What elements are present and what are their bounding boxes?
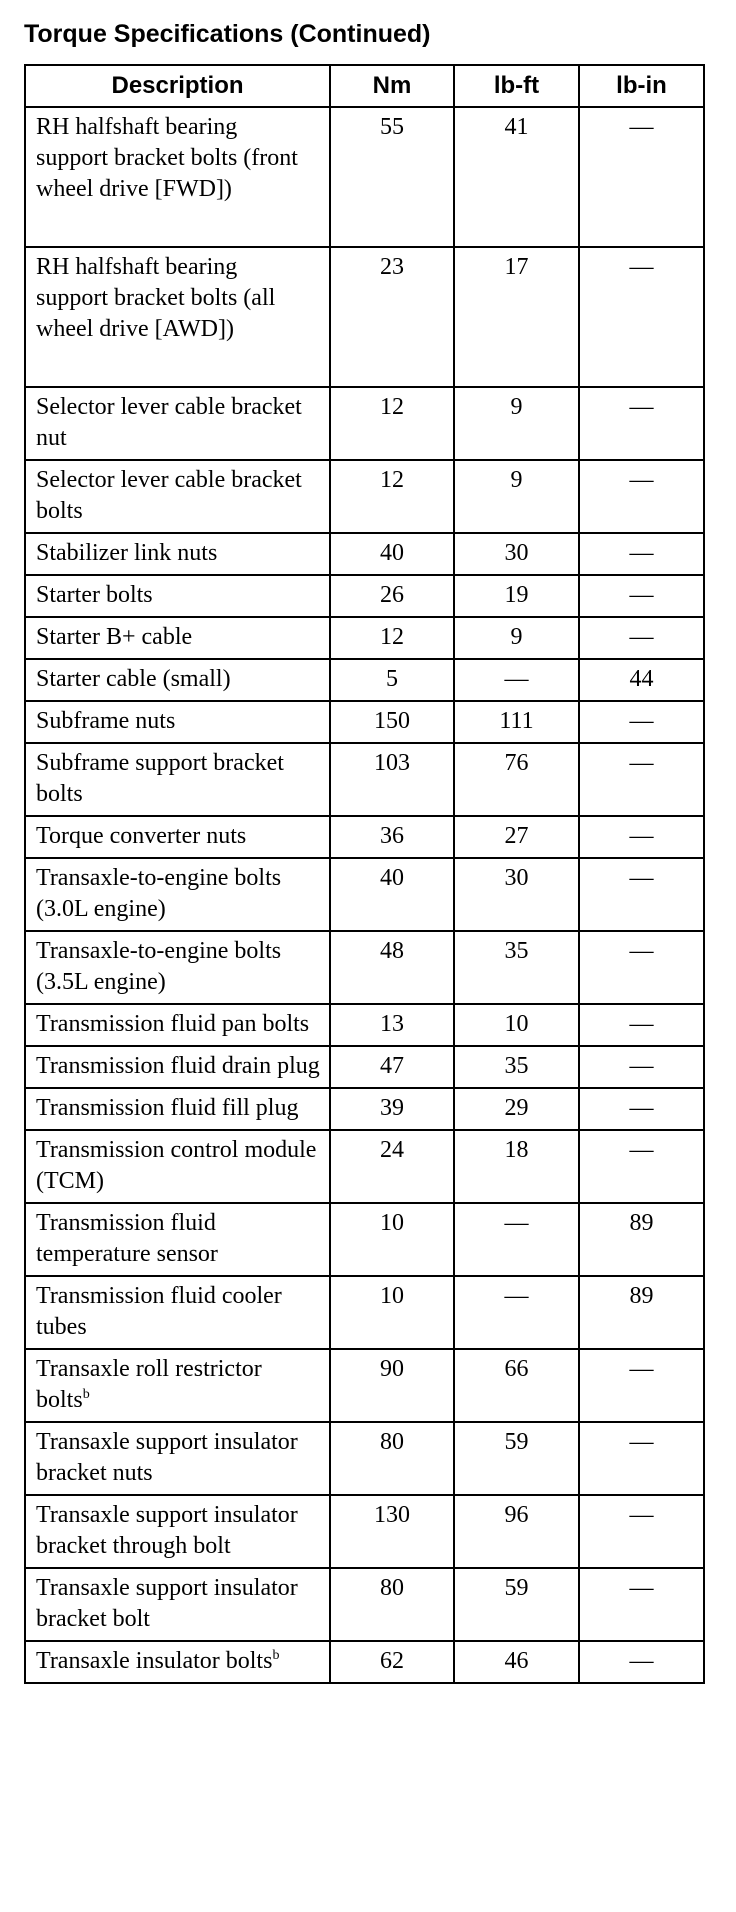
table-row — [25, 931, 704, 1004]
cell-lb-ft: — — [454, 1276, 579, 1349]
cell-lb-ft: 111 — [454, 701, 579, 743]
cell-description — [25, 1088, 330, 1130]
cell-lb-ft: 30 — [454, 858, 579, 931]
cell-lb-in: — — [579, 533, 704, 575]
cell-lb-ft: — — [454, 659, 579, 701]
cell-nm: 23 — [330, 247, 454, 387]
cell-lb-in: — — [579, 1088, 704, 1130]
cell-lb-in: — — [579, 387, 704, 460]
cell-lb-ft: 10 — [454, 1004, 579, 1046]
cell-lb-ft: 59 — [454, 1422, 579, 1495]
table-header-row — [25, 65, 704, 107]
cell-lb-in: — — [579, 617, 704, 659]
table-row — [25, 107, 704, 247]
description-text: Transaxle support insulator bracket nuts — [36, 1429, 298, 1486]
cell-nm: 103 — [330, 743, 454, 816]
cell-description — [25, 659, 330, 701]
cell-lb-in: — — [579, 1130, 704, 1203]
table-row — [25, 701, 704, 743]
cell-lb-in: — — [579, 1349, 704, 1422]
cell-lb-ft: 30 — [454, 533, 579, 575]
description-text: Transaxle-to-engine bolts (3.5L engine) — [36, 938, 282, 995]
description-text: Transaxle support insulator bracket through bolt — [36, 1502, 298, 1559]
page-title: Torque Specifications (Continued) — [24, 20, 431, 48]
cell-description — [25, 1568, 330, 1641]
cell-description — [25, 1276, 330, 1349]
table-row — [25, 858, 704, 931]
table-row — [25, 1130, 704, 1203]
cell-nm: 24 — [330, 1130, 454, 1203]
table-row — [25, 1276, 704, 1349]
cell-nm: 47 — [330, 1046, 454, 1088]
cell-nm: 48 — [330, 931, 454, 1004]
cell-lb-in: — — [579, 575, 704, 617]
cell-lb-ft: 29 — [454, 1088, 579, 1130]
table-row — [25, 1349, 704, 1422]
cell-description — [25, 743, 330, 816]
header-lb-in: lb-in — [579, 65, 704, 107]
cell-nm: 39 — [330, 1088, 454, 1130]
cell-lb-in: — — [579, 1495, 704, 1568]
footnote-marker: b — [272, 1648, 280, 1663]
table-row — [25, 1046, 704, 1088]
cell-lb-in: — — [579, 107, 704, 247]
cell-description — [25, 931, 330, 1004]
cell-lb-in: — — [579, 858, 704, 931]
cell-nm: 40 — [330, 858, 454, 931]
cell-nm: 36 — [330, 816, 454, 858]
cell-lb-in: — — [579, 460, 704, 533]
footnote-marker: b — [82, 1387, 90, 1402]
description-text: Starter bolts — [36, 582, 153, 608]
cell-nm: 5 — [330, 659, 454, 701]
cell-nm: 12 — [330, 387, 454, 460]
cell-description — [25, 816, 330, 858]
description-text: Transmission control module (TCM) — [36, 1137, 317, 1194]
cell-lb-ft: 27 — [454, 816, 579, 858]
table-row — [25, 1004, 704, 1046]
cell-nm: 80 — [330, 1568, 454, 1641]
cell-nm: 12 — [330, 460, 454, 533]
table-row — [25, 1203, 704, 1276]
cell-lb-ft: 41 — [454, 107, 579, 247]
description-text: Transaxle insulator bolts — [36, 1648, 273, 1674]
cell-description — [25, 575, 330, 617]
description-text: Stabilizer link nuts — [36, 540, 218, 566]
cell-description — [25, 1495, 330, 1568]
cell-description — [25, 1641, 330, 1683]
table-row — [25, 1568, 704, 1641]
cell-description — [25, 1046, 330, 1088]
cell-lb-in: — — [579, 1046, 704, 1088]
cell-nm: 150 — [330, 701, 454, 743]
cell-description — [25, 1422, 330, 1495]
cell-description — [25, 107, 330, 247]
table-row — [25, 743, 704, 816]
cell-description — [25, 1203, 330, 1276]
cell-lb-ft: 18 — [454, 1130, 579, 1203]
cell-lb-ft: 96 — [454, 1495, 579, 1568]
header-nm: Nm — [330, 65, 454, 107]
table-row — [25, 533, 704, 575]
cell-lb-ft: 76 — [454, 743, 579, 816]
cell-lb-in: 44 — [579, 659, 704, 701]
description-text: RH halfshaft bearing support bracket bolts (all wheel drive [AWD]) — [36, 254, 276, 342]
description-text: Transaxle support insulator bracket bolt — [36, 1575, 298, 1632]
cell-lb-in: — — [579, 1641, 704, 1683]
table-row — [25, 659, 704, 701]
table-row — [25, 1495, 704, 1568]
cell-nm: 55 — [330, 107, 454, 247]
description-text: Transaxle roll restrictor bolts — [36, 1356, 262, 1413]
description-text: Transaxle-to-engine bolts (3.0L engine) — [36, 865, 282, 922]
cell-lb-in: 89 — [579, 1276, 704, 1349]
description-text: Transmission fluid temperature sensor — [36, 1210, 218, 1267]
cell-description — [25, 1349, 330, 1422]
cell-lb-ft: 17 — [454, 247, 579, 387]
cell-nm: 130 — [330, 1495, 454, 1568]
cell-lb-ft: 9 — [454, 387, 579, 460]
cell-nm: 10 — [330, 1276, 454, 1349]
description-text: Transmission fluid cooler tubes — [36, 1283, 282, 1340]
table-row — [25, 1422, 704, 1495]
description-text: Starter cable (small) — [36, 666, 231, 692]
cell-lb-ft: 35 — [454, 1046, 579, 1088]
cell-nm: 10 — [330, 1203, 454, 1276]
cell-description — [25, 387, 330, 460]
cell-lb-in: — — [579, 247, 704, 387]
description-text: Subframe support bracket bolts — [36, 750, 284, 807]
cell-nm: 80 — [330, 1422, 454, 1495]
header-lb-ft: lb-ft — [454, 65, 579, 107]
description-text: Selector lever cable bracket nut — [36, 394, 302, 451]
cell-description — [25, 533, 330, 575]
cell-lb-in: 89 — [579, 1203, 704, 1276]
cell-nm: 62 — [330, 1641, 454, 1683]
table-row — [25, 247, 704, 387]
description-text: Torque converter nuts — [36, 823, 247, 849]
cell-nm: 26 — [330, 575, 454, 617]
cell-lb-in: — — [579, 1568, 704, 1641]
table-row — [25, 1641, 704, 1683]
table-row — [25, 575, 704, 617]
description-text: Subframe nuts — [36, 708, 176, 734]
description-text: Selector lever cable bracket bolts — [36, 467, 302, 524]
description-text: Starter B+ cable — [36, 624, 193, 650]
cell-lb-ft: 59 — [454, 1568, 579, 1641]
table-row — [25, 816, 704, 858]
cell-description — [25, 247, 330, 387]
cell-description — [25, 1130, 330, 1203]
cell-nm: 12 — [330, 617, 454, 659]
cell-lb-ft: 19 — [454, 575, 579, 617]
cell-description — [25, 1004, 330, 1046]
cell-lb-ft: 9 — [454, 617, 579, 659]
cell-nm: 90 — [330, 1349, 454, 1422]
cell-lb-ft: 35 — [454, 931, 579, 1004]
torque-spec-table — [24, 64, 705, 1684]
cell-lb-in: — — [579, 1004, 704, 1046]
cell-lb-ft: — — [454, 1203, 579, 1276]
cell-nm: 40 — [330, 533, 454, 575]
cell-lb-in: — — [579, 816, 704, 858]
cell-description — [25, 617, 330, 659]
cell-lb-ft: 46 — [454, 1641, 579, 1683]
cell-nm: 13 — [330, 1004, 454, 1046]
header-description: Description — [25, 65, 330, 107]
table-row — [25, 1088, 704, 1130]
description-text: Transmission fluid pan bolts — [36, 1011, 310, 1037]
cell-lb-ft: 9 — [454, 460, 579, 533]
description-text: Transmission fluid fill plug — [36, 1095, 299, 1121]
cell-description — [25, 701, 330, 743]
cell-description — [25, 460, 330, 533]
description-text: Transmission fluid drain plug — [36, 1053, 320, 1079]
cell-lb-in: — — [579, 1422, 704, 1495]
table-row — [25, 387, 704, 460]
description-text: RH halfshaft bearing support bracket bolts (front wheel drive [FWD]) — [36, 114, 298, 202]
cell-lb-in: — — [579, 931, 704, 1004]
cell-lb-in: — — [579, 701, 704, 743]
table-body — [25, 107, 704, 1683]
table-row — [25, 460, 704, 533]
cell-lb-in: — — [579, 743, 704, 816]
table-row — [25, 617, 704, 659]
cell-lb-ft: 66 — [454, 1349, 579, 1422]
cell-description — [25, 858, 330, 931]
